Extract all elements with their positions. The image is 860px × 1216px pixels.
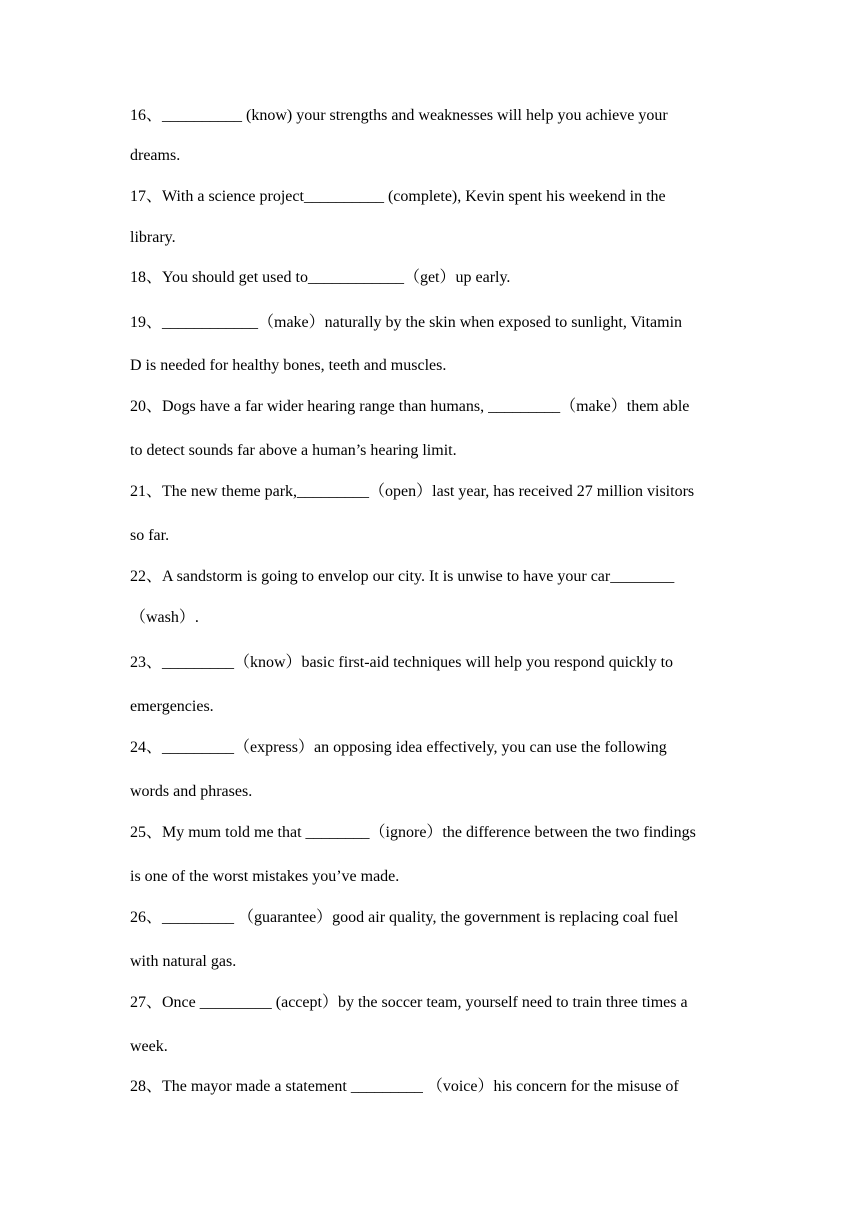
question-16-line-2: dreams. <box>130 147 181 164</box>
question-28-line-1: 28、The mayor made a statement _________ （voice）his concern for the misuse of <box>130 1078 679 1095</box>
question-26-line-2: with natural gas. <box>130 953 237 970</box>
question-21-line-2: so far. <box>130 527 170 544</box>
question-27-line-2: week. <box>130 1038 168 1055</box>
question-19-line-1: 19、____________（make）naturally by the skin when exposed to sunlight, Vitamin <box>130 314 683 331</box>
question-19-line-2: D is needed for healthy bones, teeth and muscles. <box>130 357 447 374</box>
question-27-line-1: 27、Once _________ (accept）by the soccer team, yourself need to train three times a <box>130 994 688 1011</box>
question-25-line-1: 25、My mum told me that ________（ignore）the difference between the two findings <box>130 824 696 841</box>
question-16-line-1: 16、__________ (know) your strengths and weaknesses will help you achieve your <box>130 107 668 124</box>
question-20-line-1: 20、Dogs have a far wider hearing range than humans, _________（make）them able <box>130 398 690 415</box>
question-23-line-2: emergencies. <box>130 698 214 715</box>
question-21-line-1: 21、The new theme park,_________（open）last year, has received 27 million visitors <box>130 483 695 500</box>
question-22-line-1: 22、A sandstorm is going to envelop our city. It is unwise to have your car________ <box>130 568 675 585</box>
question-17-line-2: library. <box>130 229 176 246</box>
question-23-line-1: 23、_________（know）basic first-aid techniques will help you respond quickly to <box>130 654 674 671</box>
question-26-line-1: 26、_________ （guarantee）good air quality, the government is replacing coal fuel <box>130 909 679 926</box>
question-22-line-2: （wash）. <box>130 609 199 626</box>
question-20-line-2: to detect sounds far above a human’s hearing limit. <box>130 442 457 459</box>
question-18-line-1: 18、You should get used to____________（get）up early. <box>130 269 511 286</box>
question-25-line-2: is one of the worst mistakes you’ve made. <box>130 868 400 885</box>
question-24-line-1: 24、_________（express）an opposing idea effectively, you can use the following <box>130 739 667 756</box>
question-24-line-2: words and phrases. <box>130 783 253 800</box>
question-17-line-1: 17、With a science project__________ (complete), Kevin spent his weekend in the <box>130 188 666 205</box>
